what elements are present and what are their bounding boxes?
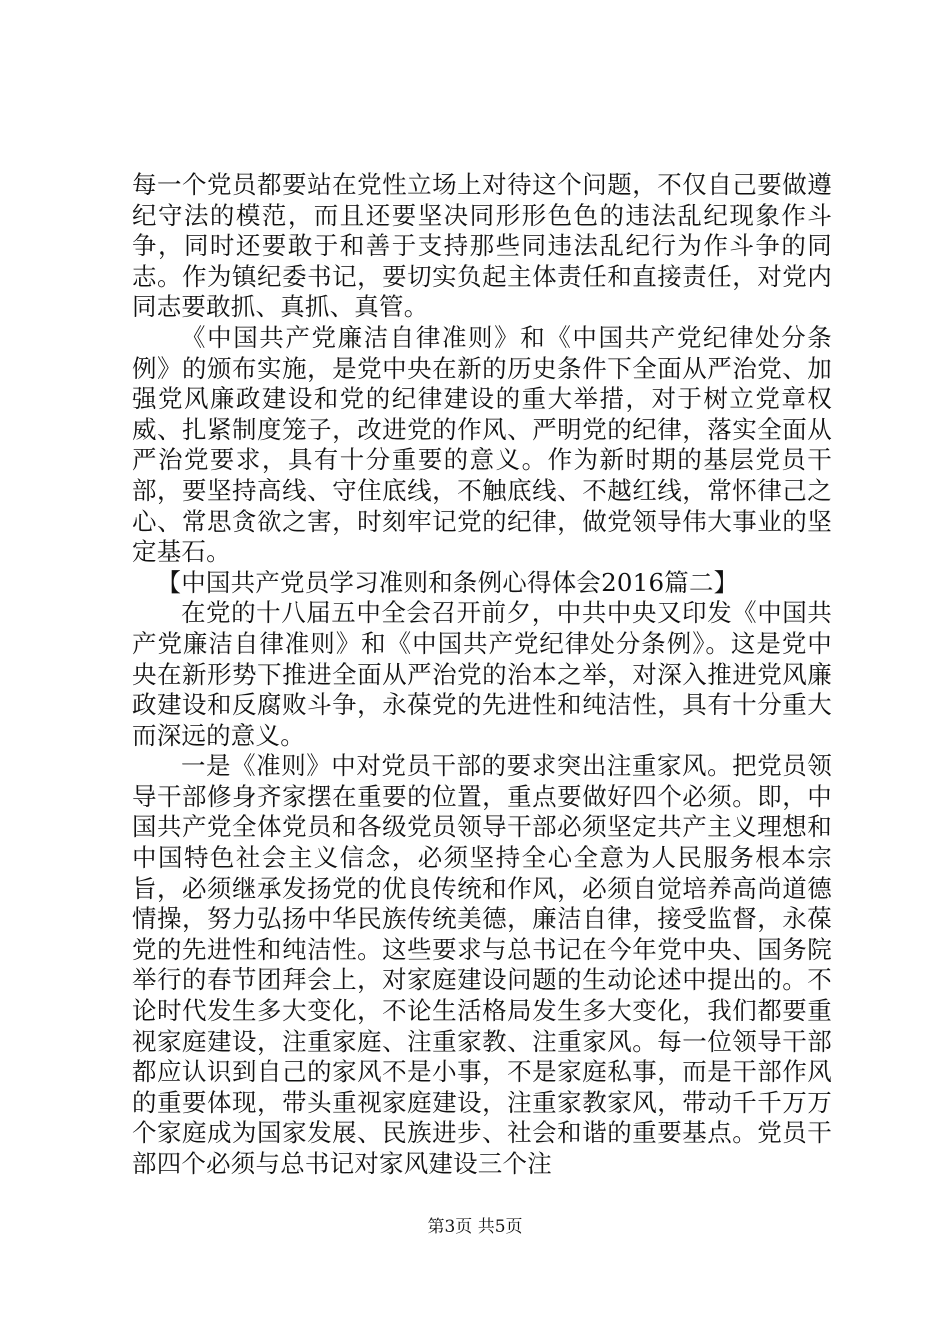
document-body (132, 170, 832, 1180)
section-heading: 【中国共产党员学习准则和条例心得体会2016篇二】 (156, 567, 739, 597)
paragraph-2: 《中国共产党廉洁自律准则》和《中国共产党纪律处分条例》的颁布实施，是党中央在新的历史条件下全面从严治党、加强党风廉政建设和党的纪律建设的重大举措，对于树立党章权威、扎紧制度笼子，改进党的作风、严明党的纪律，落实全面从严治党要求，具有十分重要的意义。作为新时期的基层党员干部，要坚持高线、守住底线，不触底线、不越红线，常怀律己之心、常思贪欲之害，时刻牢记党的纪律，做党领导伟大事业的坚定基石。 (132, 322, 832, 567)
page-number-footer: 第3页 共5页 (427, 1217, 523, 1237)
paragraph-3: 在党的十八届五中全会召开前夕，中共中央又印发《中国共产党廉洁自律准则》和《中国共产党纪律处分条例》。这是党中央在新形势下推进全面从严治党的治本之举，对深入推进党风廉政建设和反腐败斗争，永葆党的先进性和纯洁性，具有十分重大而深远的意义。 (132, 598, 832, 750)
paragraph-1: 每一个党员都要站在党性立场上对待这个问题，不仅自己要做遵纪守法的模范，而且还要坚决同形形色色的违法乱纪现象作斗争，同时还要敢于和善于支持那些同违法乱纪行为作斗争的同志。作为镇纪委书记，要切实负起主体责任和直接责任，对党内同志要敢抓、真抓、真管。 (132, 170, 832, 322)
paragraph-4: 一是《准则》中对党员干部的要求突出注重家风。把党员领导干部修身齐家摆在重要的位置，重点要做好四个必须。即，中国共产党全体党员和各级党员领导干部必须坚定共产主义理想和中国特色社会主义信念，必须坚持全心全意为人民服务根本宗旨，必须继承发扬党的优良传统和作风，必须自觉培养高尚道德情操，努力弘扬中华民族传统美德，廉洁自律，接受监督，永葆党的先进性和纯洁性。这些要求与总书记在今年党中央、国务院举行的春节团拜会上，对家庭建设问题的生动论述中提出的。不论时代发生多大变化，不论生活格局发生多大变化，我们都要重视家庭建设，注重家庭、注重家教、注重家风。每一位领导干部都应认识到自己的家风不是小事，不是家庭私事，而是干部作风的重要体现，带头重视家庭建设，注重家教家风，带动千千万万个家庭成为国家发展、民族进步、社会和谐的重要基点。党员干部四个必须与总书记对家风建设三个注 (132, 751, 832, 1178)
